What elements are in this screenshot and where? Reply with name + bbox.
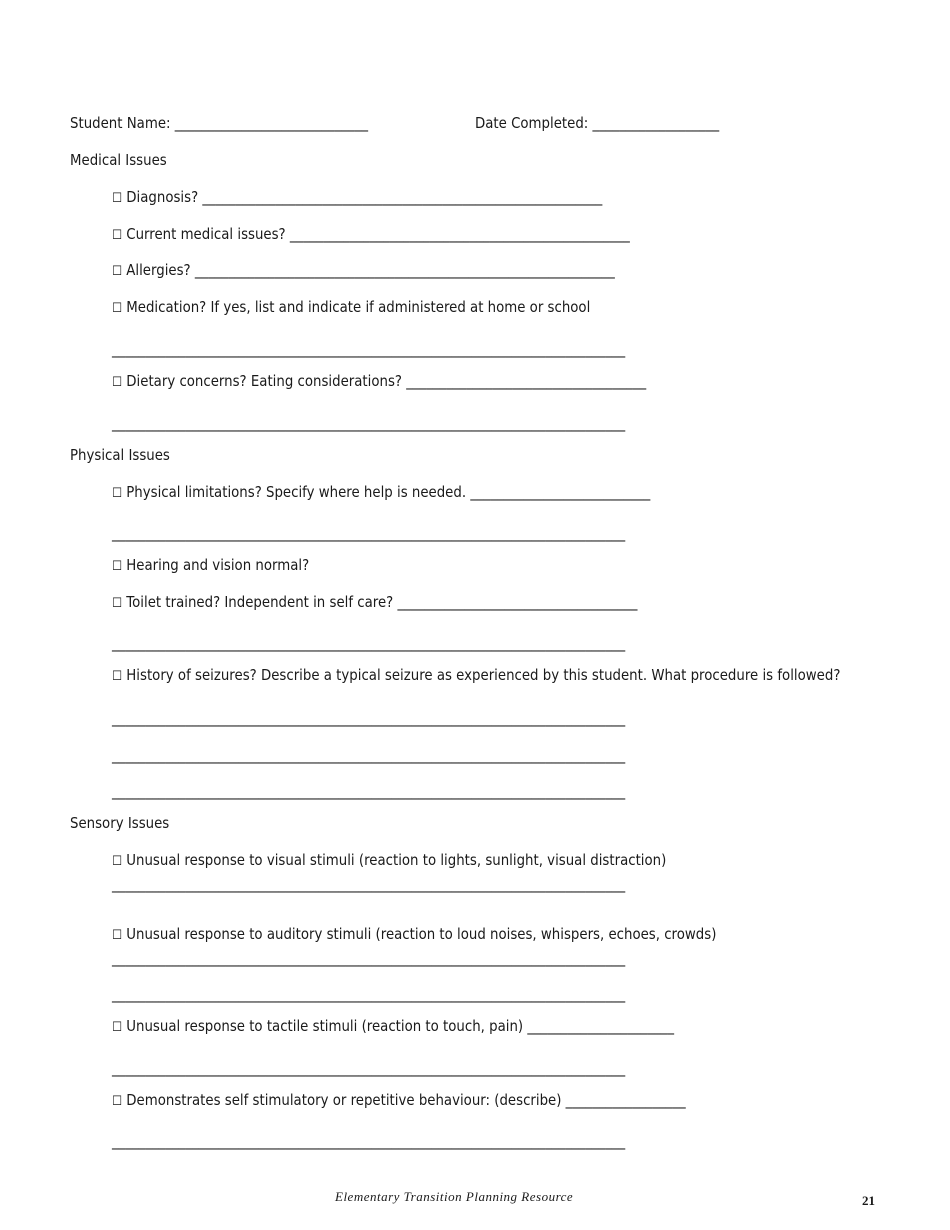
visual-stimuli-answer-line[interactable]: _____________________________________________________________________________ <box>112 875 626 893</box>
checkbox-icon[interactable]: ☐ <box>112 191 123 206</box>
checkbox-icon[interactable]: ☐ <box>112 1020 123 1035</box>
checkbox-icon[interactable]: ☐ <box>112 596 123 611</box>
physical-limitations-item[interactable] <box>112 483 650 503</box>
tactile-stimuli-item[interactable] <box>112 1017 674 1037</box>
dietary-label: Dietary concerns? Eating considerations? ____________________________________ <box>126 372 647 390</box>
hearing-vision-label: Hearing and vision normal? <box>126 556 310 574</box>
auditory-stimuli-label: Unusual response to auditory stimuli (reaction to loud noises, whispers, echoes, crowds) <box>126 925 717 943</box>
auditory-stimuli-answer-line-2[interactable]: _____________________________________________________________________________ <box>112 985 626 1003</box>
checkbox-icon[interactable]: ☐ <box>112 228 123 243</box>
seizures-label: History of seizures? Describe a typical seizure as experienced by this student. What procedure is followed? <box>126 666 841 684</box>
checkbox-icon[interactable]: ☐ <box>112 1094 123 1109</box>
auditory-stimuli-item[interactable] <box>112 925 716 945</box>
toilet-trained-item[interactable] <box>112 593 637 613</box>
diagnosis-item[interactable] <box>112 188 602 208</box>
physical-limitations-label: Physical limitations? Specify where help is needed. ___________________________ <box>126 483 651 501</box>
hearing-vision-item[interactable] <box>112 556 309 576</box>
checkbox-icon[interactable]: ☐ <box>112 301 123 316</box>
self-stimulatory-label: Demonstrates self stimulatory or repetitive behaviour: (describe) __________________ <box>126 1091 686 1109</box>
current-medical-item[interactable] <box>112 225 630 245</box>
seizures-item[interactable] <box>112 667 860 685</box>
visual-stimuli-item[interactable] <box>112 851 666 871</box>
allergies-label: Allergies? _______________________________________________________________ <box>126 261 615 279</box>
checkbox-icon[interactable]: ☐ <box>112 928 123 943</box>
checkbox-icon[interactable]: ☐ <box>112 559 123 574</box>
seizures-answer-line-1[interactable]: _____________________________________________________________________________ <box>112 709 626 727</box>
medication-answer-line[interactable]: _____________________________________________________________________________ <box>112 340 626 358</box>
checkbox-icon[interactable]: ☐ <box>112 854 123 869</box>
auditory-stimuli-answer-line-1[interactable]: _____________________________________________________________________________ <box>112 949 626 967</box>
medication-label: Medication? If yes, list and indicate if administered at home or school <box>126 298 591 316</box>
page-number: 21 <box>862 1193 875 1208</box>
footer-title: Elementary Transition Planning Resource <box>335 1189 574 1204</box>
medication-item[interactable] <box>112 298 590 318</box>
sensory-issues-heading: Sensory Issues <box>70 814 170 832</box>
date-completed-field[interactable]: Date Completed: ___________________ <box>475 114 720 132</box>
physical-issues-heading: Physical Issues <box>70 446 170 464</box>
toilet-trained-answer-line[interactable]: _____________________________________________________________________________ <box>112 634 626 652</box>
allergies-item[interactable] <box>112 261 615 281</box>
toilet-trained-label: Toilet trained? Independent in self care? ____________________________________ <box>126 593 638 611</box>
dietary-item[interactable] <box>112 372 646 392</box>
tactile-stimuli-label: Unusual response to tactile stimuli (reaction to touch, pain) ______________________ <box>126 1017 674 1035</box>
student-name-field[interactable]: Student Name: _____________________________ <box>70 114 369 132</box>
checkbox-icon[interactable]: ☐ <box>112 375 123 390</box>
seizures-answer-line-2[interactable]: _____________________________________________________________________________ <box>112 746 626 764</box>
visual-stimuli-label: Unusual response to visual stimuli (reaction to lights, sunlight, visual distraction) <box>126 851 667 869</box>
checkbox-icon[interactable]: ☐ <box>112 486 123 501</box>
tactile-stimuli-answer-line[interactable]: _____________________________________________________________________________ <box>112 1059 626 1077</box>
self-stimulatory-item[interactable] <box>112 1091 686 1111</box>
current-medical-label: Current medical issues? ___________________________________________________ <box>126 225 630 243</box>
checkbox-icon[interactable]: ☐ <box>112 669 123 684</box>
physical-limitations-answer-line[interactable]: _____________________________________________________________________________ <box>112 524 626 542</box>
self-stimulatory-answer-line[interactable]: _____________________________________________________________________________ <box>112 1132 626 1150</box>
dietary-answer-line[interactable]: _____________________________________________________________________________ <box>112 414 626 432</box>
medical-issues-heading: Medical Issues <box>70 151 167 169</box>
diagnosis-label: Diagnosis? ____________________________________________________________ <box>126 188 603 206</box>
seizures-answer-line-3[interactable]: _____________________________________________________________________________ <box>112 782 626 800</box>
checkbox-icon[interactable]: ☐ <box>112 264 123 279</box>
